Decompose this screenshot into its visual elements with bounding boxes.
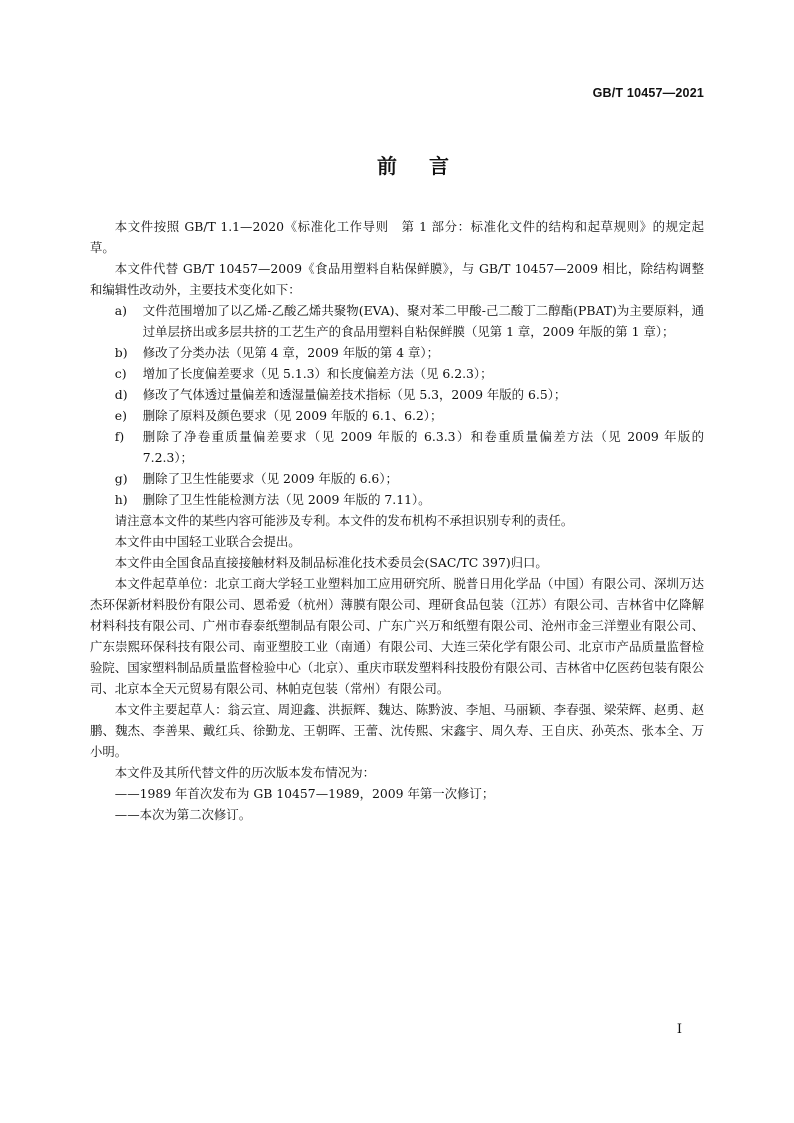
change-item-d — [115, 384, 704, 405]
paragraph: 本文件按照 GB/T 1.1—2020《标准化工作导则 第 1 部分：标准化文件的结构和起草规则》的规定起草。 — [90, 219, 704, 255]
change-item-g — [115, 468, 704, 489]
paragraph: 请注意本文件的某些内容可能涉及专利。本文件的发布机构不承担识别专利的责任。 — [114, 513, 574, 528]
history-item: ——本次为第二次修订。 — [114, 807, 252, 822]
item-text: 文件范围增加了以乙烯-乙酸乙烯共聚物(EVA)、聚对苯二甲酸-己二酸丁二醇酯(PBAT)为主要原料，通过单层挤出或多层共挤的工艺生产的食品用塑料自粘保鲜膜（见第 1 章，2009 年版的第 1 章）； — [142, 303, 704, 339]
item-text: 增加了长度偏差要求（见 5.1.3）和长度偏差方法（见 6.2.3）； — [142, 366, 493, 381]
paragraph: 本文件由全国食品直接接触材料及制品标准化技术委员会(SAC/TC 397)归口。 — [114, 555, 548, 570]
item-mark: b) — [114, 345, 128, 360]
item-text: 修改了分类办法（见第 4 章，2009 年版的第 4 章）； — [142, 345, 440, 360]
item-text: 删除了原料及颜色要求（见 2009 年版的 6.1、6.2）； — [142, 408, 443, 423]
item-text: 删除了净卷重质量偏差要求（见 2009 年版的 6.3.3）和卷重质量偏差方法（见 2009 年版的 7.2.3）； — [142, 429, 704, 465]
item-mark: a) — [114, 303, 128, 318]
item-text: 修改了气体透过量偏差和透湿量偏差技术指标（见 5.3，2009 年版的 6.5）； — [142, 387, 567, 402]
item-mark: d) — [114, 387, 128, 402]
item-mark: g) — [114, 471, 128, 486]
paragraph: 本文件起草单位：北京工商大学轻工业塑料加工应用研究所、脱普日用化学品（中国）有限公司、深圳万达杰环保新材料股份有限公司、恩希爱（杭州）薄膜有限公司、理研食品包装（江苏）有限公司、吉林省中亿降解材料科技有限公司、广州市春泰纸塑制品有限公司、广东广兴万和纸塑有限公司、沧州市金三洋塑业有限公司、广东崇熙环保科技有限公司、南亚塑胶工业（南通）有限公司、大连三荣化学有限公司、北京市产品质量监督检验院、国家塑料制品质量监督检验中心（北京）、重庆市联发塑料科技股份有限公司、吉林省中亿医药包装有限公司、北京本全天元贸易有限公司、林帕克包装（常州）有限公司。 — [90, 576, 704, 696]
paragraph: 本文件及其所代替文件的历次版本发布情况为： — [114, 765, 375, 780]
item-mark: e) — [114, 408, 127, 423]
standard-code: GB/T 10457—2021 — [592, 86, 704, 100]
change-item-f — [115, 426, 704, 468]
change-item-a — [115, 300, 704, 342]
foreword-body — [90, 216, 704, 825]
change-item-e — [115, 405, 704, 426]
item-mark: c) — [114, 366, 127, 381]
paragraph: 本文件主要起草人：翁云宣、周迎鑫、洪振辉、魏达、陈黔波、李旭、马丽颖、李春强、梁荣辉、赵勇、赵鹏、魏杰、李善果、戴红兵、徐勤龙、王朝晖、王蕾、沈传熙、宋鑫宇、周久寿、王自庆、孙英杰、张本全、万小明。 — [90, 702, 704, 759]
paragraph: 本文件由中国轻工业联合会提出。 — [114, 534, 301, 549]
history-item: ——1989 年首次发布为 GB 10457—1989，2009 年第一次修订； — [114, 786, 495, 801]
page-title: 前言 — [377, 154, 481, 178]
paragraph: 本文件代替 GB/T 10457—2009《食品用塑料自粘保鲜膜》，与 GB/T 10457—2009 相比，除结构调整和编辑性改动外，主要技术变化如下： — [90, 261, 704, 297]
item-mark: h) — [114, 492, 128, 507]
change-item-c — [115, 363, 704, 384]
item-text: 删除了卫生性能要求（见 2009 年版的 6.6）； — [142, 471, 398, 486]
page-number: I — [676, 1022, 682, 1037]
item-mark: f) — [114, 429, 125, 444]
change-item-h — [115, 489, 704, 510]
change-item-b — [115, 342, 704, 363]
item-text: 删除了卫生性能检测方法（见 2009 年版的 7.11）。 — [142, 492, 431, 507]
